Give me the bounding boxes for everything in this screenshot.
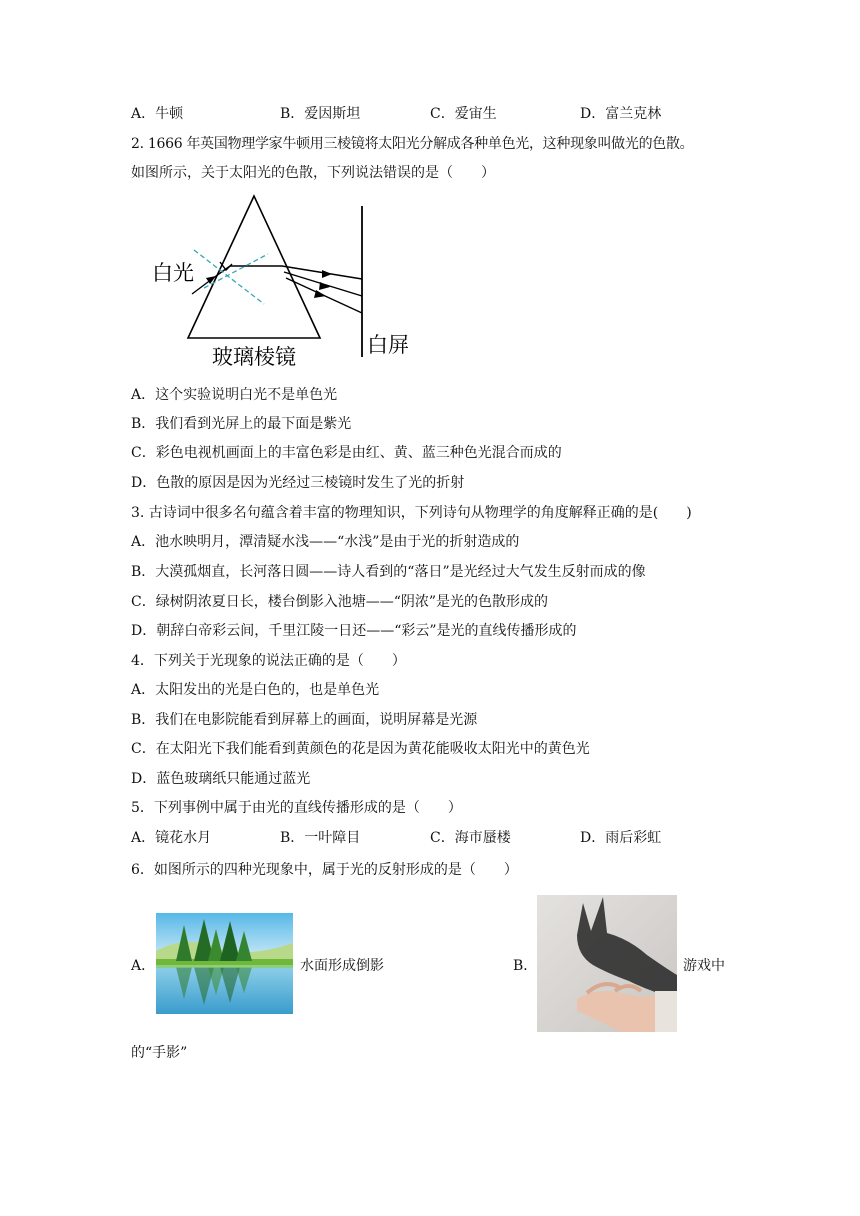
q2-option-d: D．色散的原因是因为光经过三棱镜时发生了光的折射	[131, 475, 465, 491]
q3-option-b: B．大漠孤烟直，长河落日圆——诗人看到的“落日”是光经过大气发生反射而成的像	[131, 564, 646, 580]
q1-option-b: B．爱因斯坦	[280, 106, 361, 122]
glass-prism	[188, 196, 320, 338]
q2-option-c: C．彩色电视机画面上的丰富色彩是由红、黄、蓝三种色光混合而成的	[131, 445, 562, 461]
q5-option-b: B．一叶障目	[280, 830, 361, 846]
q5-option-a: A．镜花水月	[131, 830, 212, 846]
hand-shadow-image	[537, 895, 677, 1032]
q4-option-a: A．太阳发出的光是白色的，也是单色光	[131, 682, 380, 698]
q2-stem-line1: 2. 1666 年英国物理学家牛顿用三棱镜将太阳光分解成各种单色光，这种现象叫做光的色散。	[131, 136, 694, 152]
reflection-landscape-image	[156, 913, 293, 1014]
q6-option-b-text: 游戏中	[683, 958, 725, 974]
normal-line	[194, 250, 264, 304]
q6-option-b-continued: 的“手影”	[131, 1045, 188, 1061]
q5-stem: 5．下列事例中属于由光的直线传播形成的是（ ）	[131, 800, 462, 816]
q4-option-b: B．我们在电影院能看到屏幕上的画面，说明屏幕是光源	[131, 712, 478, 728]
prism-dispersion-figure	[134, 192, 424, 377]
q2-option-b: B．我们看到光屏上的最下面是紫光	[131, 416, 352, 432]
label-white-light: 白光	[152, 262, 194, 285]
label-glass-prism: 玻璃棱镜	[212, 346, 296, 369]
label-white-screen: 白屏	[367, 334, 409, 357]
q4-option-d: D．蓝色玻璃纸只能通过蓝光	[131, 771, 311, 787]
q1-option-d: D．富兰克林	[580, 106, 662, 122]
q3-option-d: D．朝辞白帝彩云间，千里江陵一日还——“彩云”是光的直线传播形成的	[131, 623, 577, 639]
q6-stem: 6．如图所示的四种光现象中，属于光的反射形成的是（ ）	[131, 862, 518, 878]
q6-option-a-text: 水面形成倒影	[300, 958, 384, 974]
ray-3-arrow-icon	[314, 290, 326, 298]
q6-option-b-letter: B．	[513, 958, 538, 974]
q6-option-a-letter: A．	[131, 958, 156, 974]
q4-option-c: C．在太阳光下我们能看到黄颜色的花是因为黄花能吸收太阳光中的黄色光	[131, 741, 590, 757]
q4-stem: 4．下列关于光现象的说法正确的是（ ）	[131, 653, 406, 669]
surface-line	[204, 254, 268, 288]
q3-option-c: C．绿树阴浓夏日长，楼台倒影入池塘——“阴浓”是光的色散形成的	[131, 594, 549, 610]
q3-stem: 3. 古诗词中很多名句蕴含着丰富的物理知识，下列诗句从物理学的角度解释正确的是( )	[131, 505, 692, 521]
q1-option-a: A．牛顿	[131, 106, 184, 122]
q5-option-d: D．雨后彩虹	[580, 830, 662, 846]
q2-stem-line2: 如图所示，关于太阳光的色散，下列说法错误的是（ ）	[131, 165, 495, 181]
q5-option-c: C．海市蜃楼	[430, 830, 511, 846]
q1-option-c: C．爱宙生	[430, 106, 497, 122]
q2-option-a: A．这个实验说明白光不是单色光	[131, 387, 338, 403]
q3-option-a: A．池水映明月，潭清疑水浅——“水浅”是由于光的折射造成的	[131, 534, 520, 550]
ray-1-arrow-icon	[322, 270, 332, 278]
